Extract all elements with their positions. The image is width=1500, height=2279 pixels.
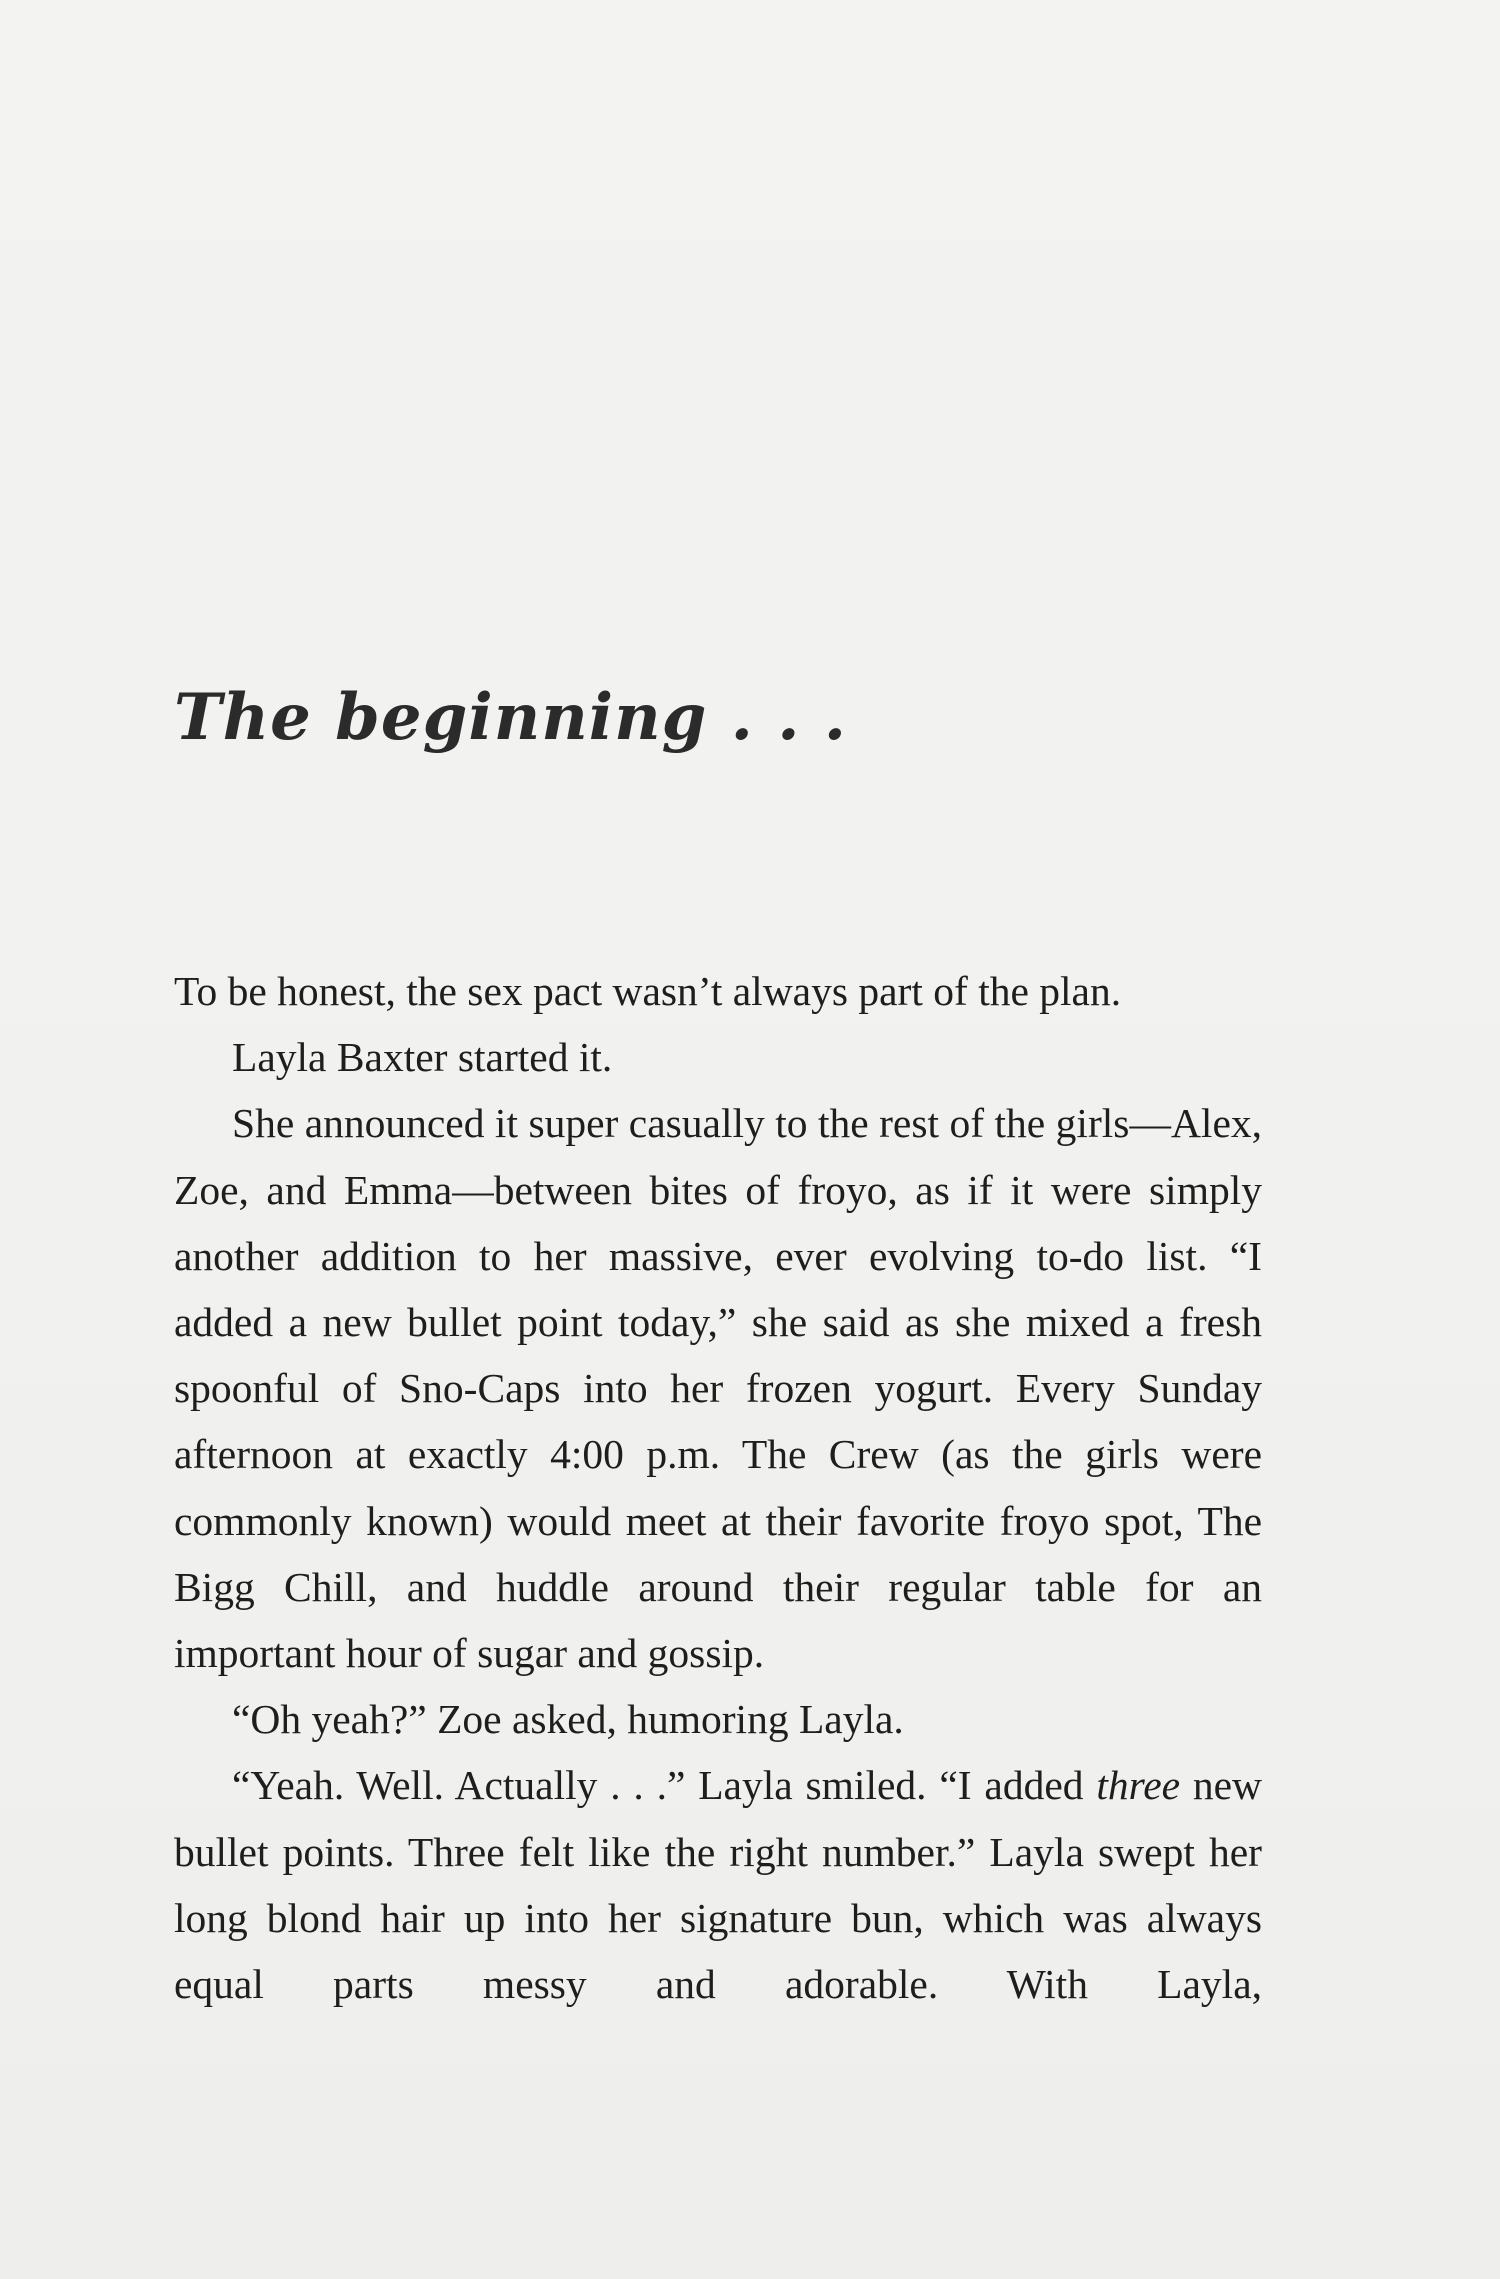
paragraph-5-text-before: “Yeah. Well. Actually . . .” Layla smiled. “I added [232,1762,1097,1809]
paragraph-5 [174,1752,1262,2017]
paragraph-2: Layla Baxter started it. [232,1034,613,1081]
paragraph-4: “Oh yeah?” Zoe asked, humoring Layla. [232,1696,904,1743]
paragraph-1: To be honest, the sex pact wasn’t always part of the plan. [174,968,1122,1014]
chapter-body [174,958,1262,2017]
paragraph-5-emphasis: three [1096,1762,1181,1809]
paragraph-5-text-after: new bullet points. Three felt like the right number.” Layla swept her long blond hair up into her signature bun, which was always equal parts messy and adorable. With Layla, [174,1762,1263,2008]
chapter-title: The beginning . . . [174,680,848,755]
paragraph-3: She announced it super casually to the rest of the girls—Alex, Zoe, and Emma—between bites of froyo, as if it were simply another addition to her massive, ever evolving to-do list. “I added a new bullet point today,” she said as she mixed a fresh spoonful of Sno-Caps into her frozen yogurt. Every Sunday afternoon at exactly 4:00 p.m. The Crew (as the girls were commonly known) would meet at their favorite froyo spot, The Bigg Chill, and huddle around their regular table for an important hour of sugar and gossip. [174,1100,1262,1677]
